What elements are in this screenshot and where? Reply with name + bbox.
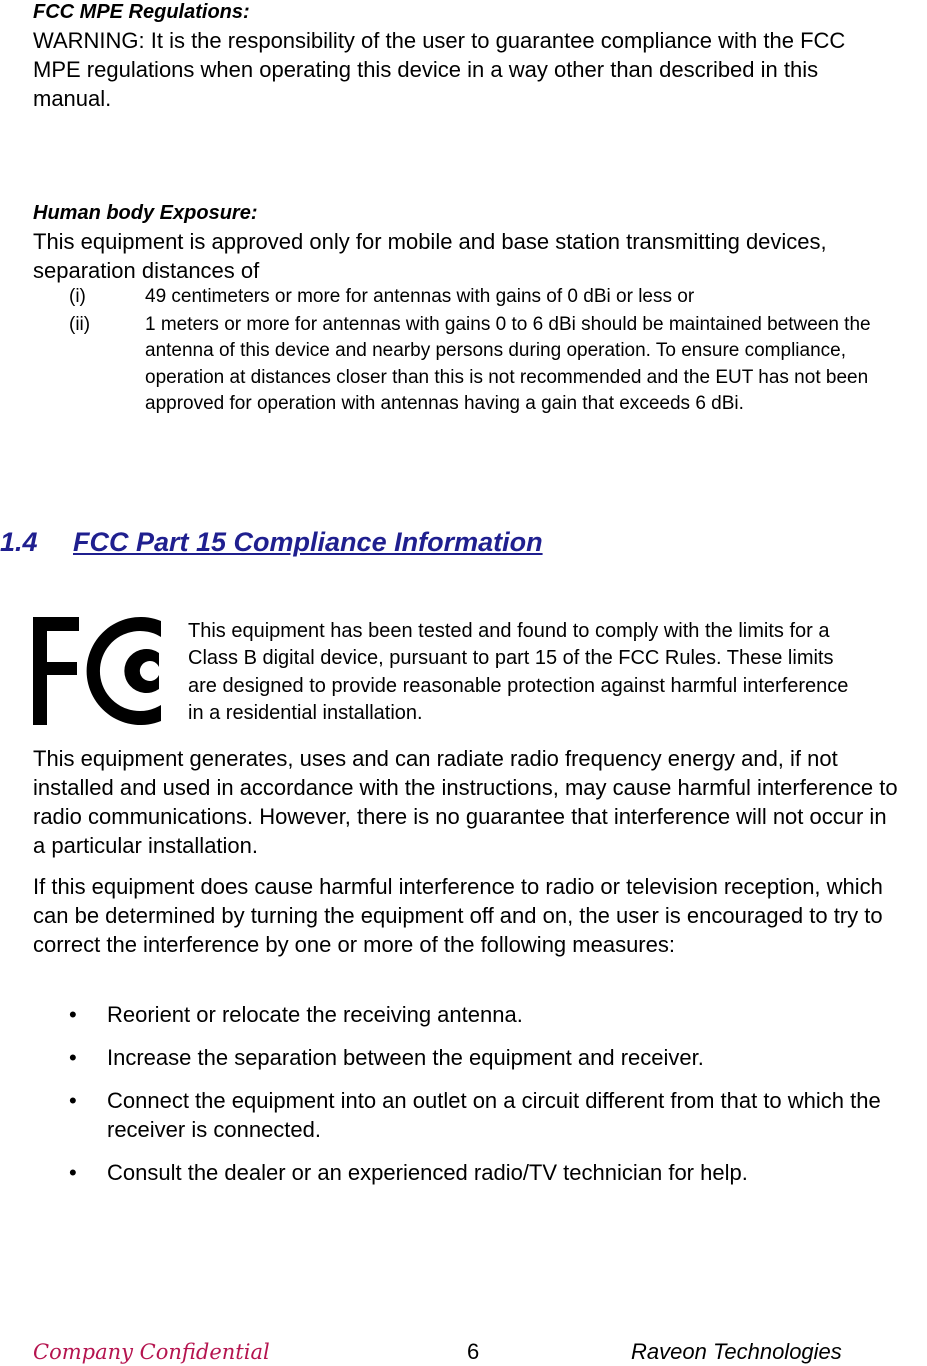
notice-line: Class B digital device, pursuant to part 15 of the FCC Rules. These limits: [188, 647, 834, 670]
exposure-intro-text: This equipment is approved only for mobile and base station transmitting devices, separation distances of: [33, 229, 827, 283]
bullet-icon: •: [69, 1088, 77, 1113]
exposure-item-2: [33, 312, 903, 418]
measure-text: Consult the dealer or an experienced radio/TV technician for help.: [107, 1160, 748, 1185]
footer-confidential: Company Confidential: [33, 1340, 270, 1364]
fcc-class-b-notice: [188, 618, 927, 727]
section-title: FCC Part 15 Compliance Information: [73, 527, 543, 557]
bullet-icon: •: [69, 1045, 77, 1070]
notice-line: in a residential installation.: [188, 701, 423, 724]
exposure-item-text: 49 centimeters or more for antennas with gains of 0 dBi or less or: [145, 286, 695, 307]
page-number: 6: [467, 1339, 480, 1364]
exposure-item-1: [33, 284, 903, 311]
exposure-item-number: (i): [69, 286, 86, 307]
measures-list: [33, 1000, 893, 1187]
section-heading: [0, 526, 543, 558]
measure-item: [33, 1086, 893, 1144]
measure-text: Increase the separation between the equipment and receiver.: [107, 1045, 704, 1070]
exposure-heading: Human body Exposure:: [33, 202, 258, 224]
exposure-distance-list: [33, 284, 903, 418]
mpe-heading: FCC MPE Regulations:: [33, 1, 250, 23]
exposure-item-text: 1 meters or more for antennas with gains 0 to 6 dBi should be maintained between the antenna of this device and nearby persons during operation. To ensure compliance, operation at distances closer than this is not recommended and the EUT has not been approved for operation with antennas having a gain that exceeds 6 dBi.: [145, 313, 871, 414]
measure-item: [33, 1158, 893, 1187]
measures-paragraph: If this equipment does cause harmful interference to radio or television reception, which can be determined by turning the equipment off and on, the user is encouraged to try to correct the interference by one or more of the following measures:: [33, 874, 883, 957]
exposure-item-number: (ii): [69, 313, 91, 335]
notice-line: This equipment has been tested and found to comply with the limits for a: [188, 620, 830, 642]
measure-item: [33, 1000, 893, 1029]
fcc-logo-icon: [33, 617, 163, 725]
section-number: 1.4: [0, 527, 38, 557]
bullet-icon: •: [69, 1002, 77, 1027]
bullet-icon: •: [69, 1160, 77, 1185]
measure-text: Reorient or relocate the receiving antenna.: [107, 1002, 523, 1027]
measure-item: [33, 1043, 893, 1072]
notice-line: are designed to provide reasonable protection against harmful interference: [188, 674, 849, 697]
footer-company: Raveon Technologies: [631, 1339, 842, 1364]
interference-paragraph: This equipment generates, uses and can radiate radio frequency energy and, if not installed and used in accordance with the instructions, may cause harmful interference to radio communications. However, there is no guarantee that interference will not occur in a particular installation.: [33, 746, 898, 858]
measure-text: Connect the equipment into an outlet on a circuit different from that to which the receiver is connected.: [107, 1088, 881, 1142]
mpe-warning-text: WARNING: It is the responsibility of the user to guarantee compliance with the FCC MPE regulations when operating this device in a way other than described in this manual.: [33, 28, 846, 111]
